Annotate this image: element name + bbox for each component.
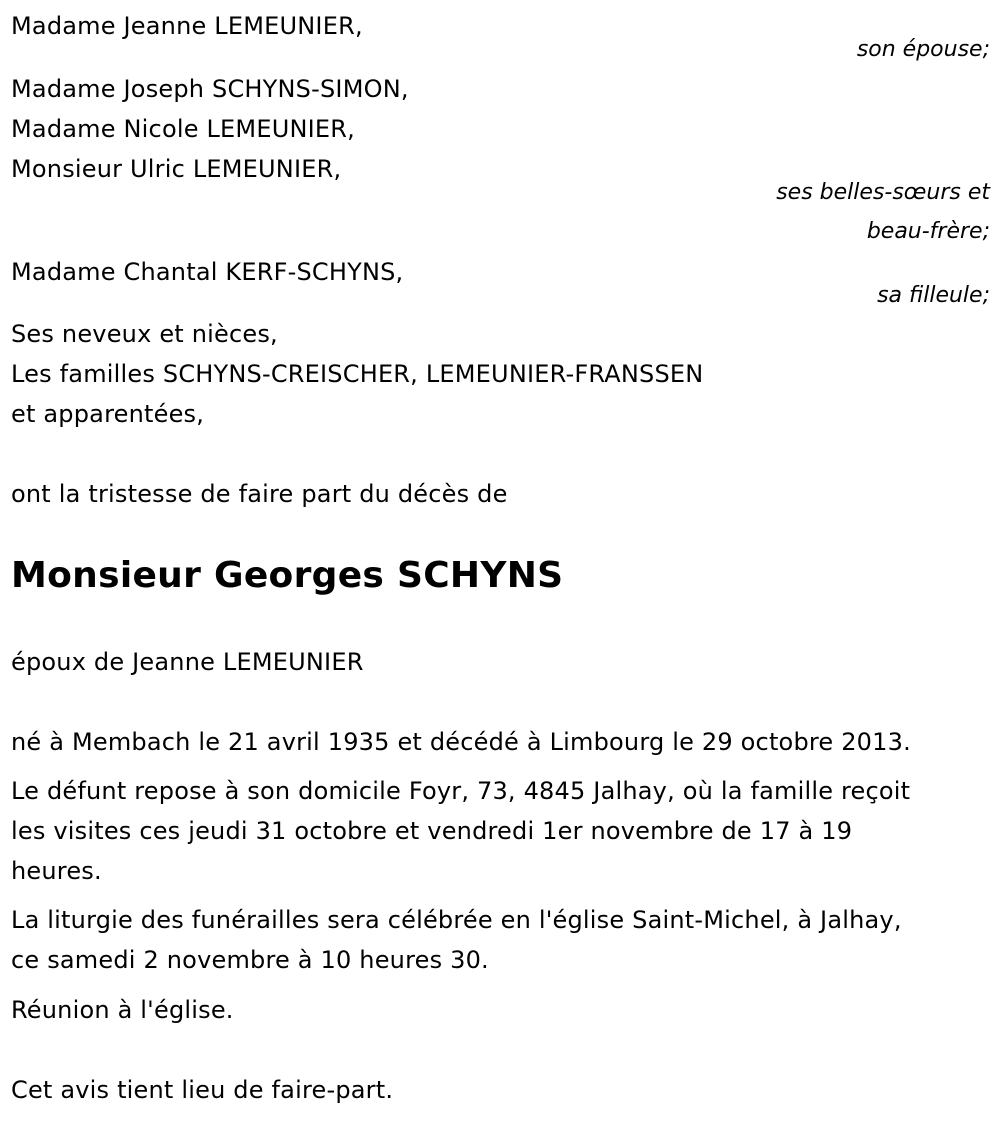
announcement-text: ont la tristesse de faire part du décès de	[11, 480, 508, 508]
inlaws-role-line2: beau-frère;	[866, 219, 990, 244]
relatives-line: et apparentées,	[11, 400, 205, 428]
goddaughter-name: Madame Chantal KERF-SCHYNS,	[11, 258, 404, 286]
liturgy-line: La liturgie des funérailles sera célébrée en l'église Saint-Michel, à Jalhay,	[11, 906, 902, 934]
liturgy-line: ce samedi 2 novembre à 10 heures 30.	[11, 946, 489, 974]
spouse-of-text: époux de Jeanne LEMEUNIER	[11, 648, 364, 676]
inlaws-role-line1: ses belles-sœurs et	[776, 180, 990, 205]
inlaw-name: Madame Joseph SCHYNS-SIMON,	[11, 75, 409, 103]
inlaw-name: Madame Nicole LEMEUNIER,	[11, 115, 355, 143]
relatives-line: Ses neveux et nièces,	[11, 320, 278, 348]
spouse-role: son épouse;	[856, 37, 990, 62]
meeting-text: Réunion à l'église.	[11, 996, 234, 1024]
visitation-line: heures.	[11, 857, 102, 885]
closing-text: Cet avis tient lieu de faire-part.	[11, 1076, 394, 1104]
relatives-line: Les familles SCHYNS-CREISCHER, LEMEUNIER-FRANSSEN	[11, 360, 704, 388]
spouse-name: Madame Jeanne LEMEUNIER,	[11, 12, 363, 40]
birth-death-text: né à Membach le 21 avril 1935 et décédé à Limbourg le 29 octobre 2013.	[11, 728, 911, 756]
goddaughter-role: sa filleule;	[877, 283, 990, 308]
visitation-line: les visites ces jeudi 31 octobre et vendredi 1er novembre de 17 à 19	[11, 817, 853, 845]
deceased-name: Monsieur Georges SCHYNS	[11, 555, 564, 596]
visitation-line: Le défunt repose à son domicile Foyr, 73, 4845 Jalhay, où la famille reçoit	[11, 777, 911, 805]
inlaw-name: Monsieur Ulric LEMEUNIER,	[11, 155, 342, 183]
